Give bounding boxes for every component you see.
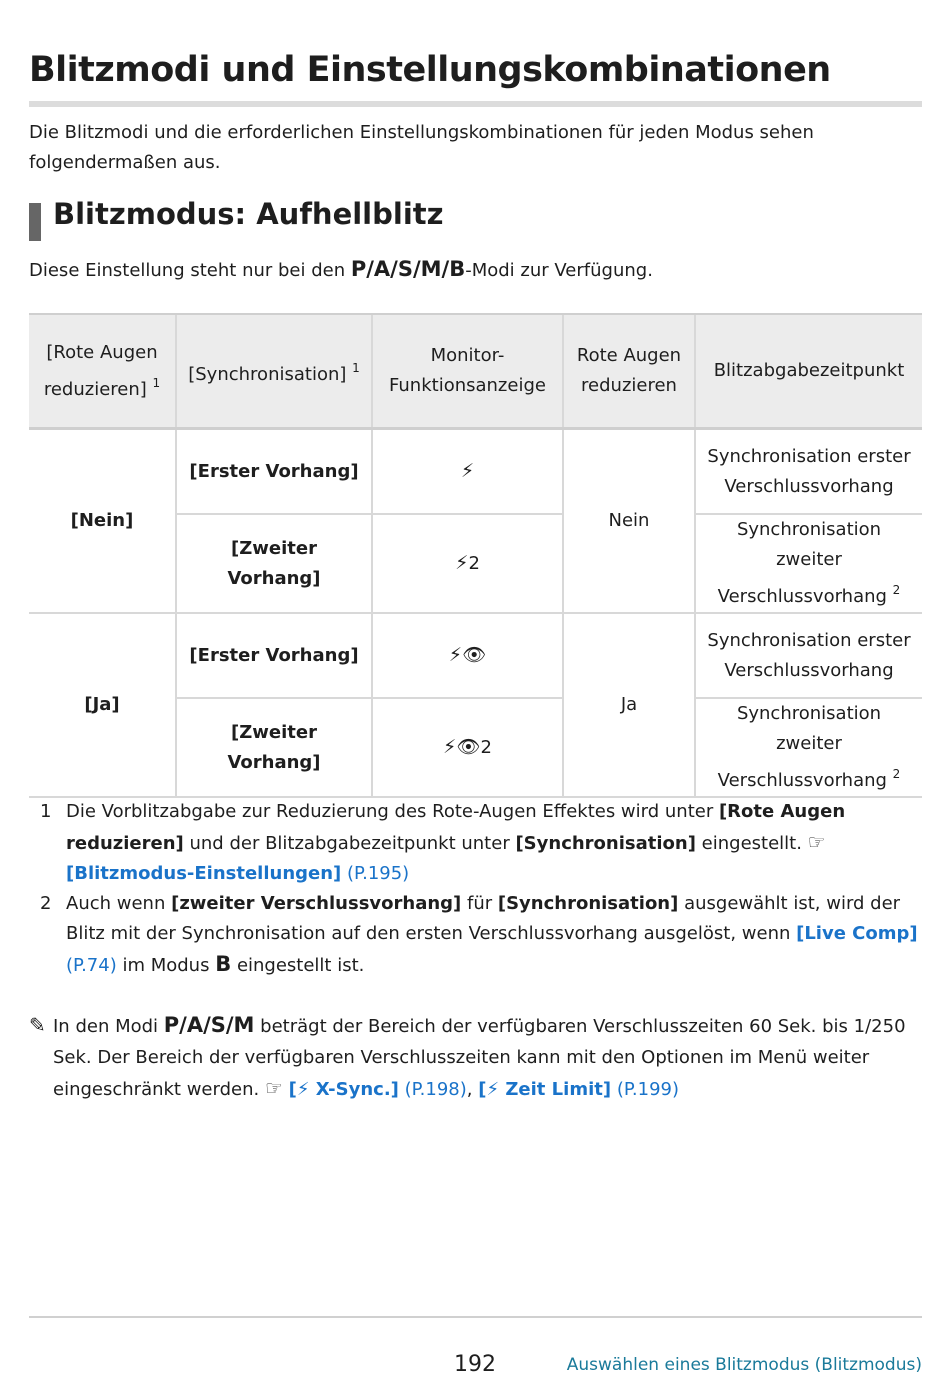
table-row — [29, 613, 922, 698]
mode-b-symbol: B — [215, 952, 232, 976]
link-blitzmodus-einstellungen[interactable]: [Blitzmodus-Einstellungen] — [66, 863, 342, 884]
timing-cell: Synchronisation erster Verschlussvorhang — [695, 429, 922, 515]
page-ref-199[interactable]: (P.199) — [611, 1079, 679, 1100]
footnotes — [40, 797, 925, 981]
footnote-1: 1 Die Vorblitzabgabe zur Reduzierung des Rote-Augen Effektes wird unter [Rote Augen reduzieren] und der Blitzabgabezeitpunkt unter [Synchronisation] eingestellt. ☞ [Blitzmodus-Einstellungen] (P.195) — [40, 797, 925, 889]
page-ref-195[interactable]: (P.195) — [341, 863, 410, 884]
header-red-eye-result: Rote Augen reduzieren — [563, 314, 695, 429]
timing-cell: Synchronisation zweiter Verschlussvorhang $^2$ — [695, 514, 922, 613]
footnote-number: 2 — [40, 893, 52, 914]
flash-mode-table — [29, 313, 922, 798]
red-eye-cell: [Nein] — [29, 429, 176, 614]
availability-prefix: Diese Einstellung steht nur bei den — [29, 260, 351, 281]
table-row — [29, 429, 922, 515]
note-block — [29, 1010, 924, 1105]
availability-text — [29, 254, 653, 286]
footer-rule — [29, 1316, 922, 1318]
flash-redeye-2-icon: ⚡👁 — [443, 736, 481, 758]
timing-cell: Synchronisation zweiter Verschlussvorhang $^2$ — [695, 698, 922, 797]
red-eye-cell: [Ja] — [29, 613, 176, 797]
monitor-cell — [372, 613, 563, 698]
flash-redeye-icon: ⚡👁 — [448, 644, 487, 666]
title-underline — [29, 101, 922, 107]
page-title: Blitzmodi und Einstellungskombinationen — [29, 50, 831, 90]
sync-cell: [Erster Vorhang] — [176, 613, 372, 698]
header-timing: Blitzabgabezeitpunkt — [695, 314, 922, 429]
page-number: 192 — [454, 1352, 496, 1377]
note-pen-icon: ✎ — [29, 1013, 46, 1037]
sync-cell: [Erster Vorhang] — [176, 429, 372, 515]
header-red-eye: [Rote Augen reduzieren] $^1$ — [29, 314, 176, 429]
intro-text: Die Blitzmodi und die erforderlichen Einstellungskombinationen für jeden Modus sehen folgendermaßen aus. — [29, 122, 814, 173]
monitor-cell: ⚡2 — [372, 514, 563, 613]
availability-modes: P/A/S/M/B — [350, 257, 466, 281]
section-title: Blitzmodus: Aufhellblitz — [53, 197, 444, 231]
sync-cell: [Zweiter Vorhang] — [176, 698, 372, 797]
red-eye-result-cell: Ja — [563, 613, 695, 797]
link-zeit-limit[interactable]: [⚡ Zeit Limit] — [478, 1079, 612, 1100]
section-marker-bar — [29, 203, 41, 241]
link-x-sync[interactable]: [⚡ X-Sync.] — [288, 1079, 399, 1100]
note-modes: P/A/S/M — [163, 1013, 255, 1037]
flash-fill-2-icon: ⚡ — [455, 552, 469, 574]
monitor-cell: ⚡👁2 — [372, 698, 563, 797]
sync-cell: [Zweiter Vorhang] — [176, 514, 372, 613]
monitor-cell — [372, 429, 563, 515]
table-header-row — [29, 314, 922, 429]
note-text: In den Modi P/A/S/M beträgt der Bereich der verfügbaren Verschlusszeiten 60 Sek. bis 1/250 Sek. Der Bereich der verfügbaren Verschlusszeiten kann mit den Optionen im Menü weiter eingeschränkt werden. ☞ [⚡ X-Sync.] (P.198), [⚡ Zeit Limit] (P.199) — [53, 1013, 906, 1100]
page-ref-198[interactable]: (P.198) — [398, 1079, 467, 1100]
pointing-hand-icon: ☞ — [264, 1076, 283, 1100]
footnote-2: 2 Auch wenn [zweiter Verschlussvorhang] für [Synchronisation] ausgewählt ist, wird der Blitz mit der Synchronisation auf den ersten Verschlussvorhang ausgelöst, wenn [Live Comp] (P.74) im Modus B eingestellt ist. — [40, 889, 925, 981]
red-eye-result-cell: Nein — [563, 429, 695, 614]
footnote-number: 1 — [40, 801, 52, 822]
timing-cell: Synchronisation erster Verschlussvorhang — [695, 613, 922, 698]
header-monitor: Monitor-Funktionsanzeige — [372, 314, 563, 429]
availability-suffix: -Modi zur Verfügung. — [465, 260, 653, 281]
link-live-comp[interactable]: [Live Comp] — [796, 923, 918, 944]
page-ref-74[interactable]: (P.74) — [66, 955, 117, 976]
footer-section-link[interactable]: Auswählen eines Blitzmodus (Blitzmodus) — [566, 1355, 922, 1375]
flash-fill-icon: ⚡ — [460, 460, 475, 482]
pointing-hand-icon: ☞ — [807, 830, 826, 854]
header-sync: [Synchronisation] $^1$ — [176, 314, 372, 429]
